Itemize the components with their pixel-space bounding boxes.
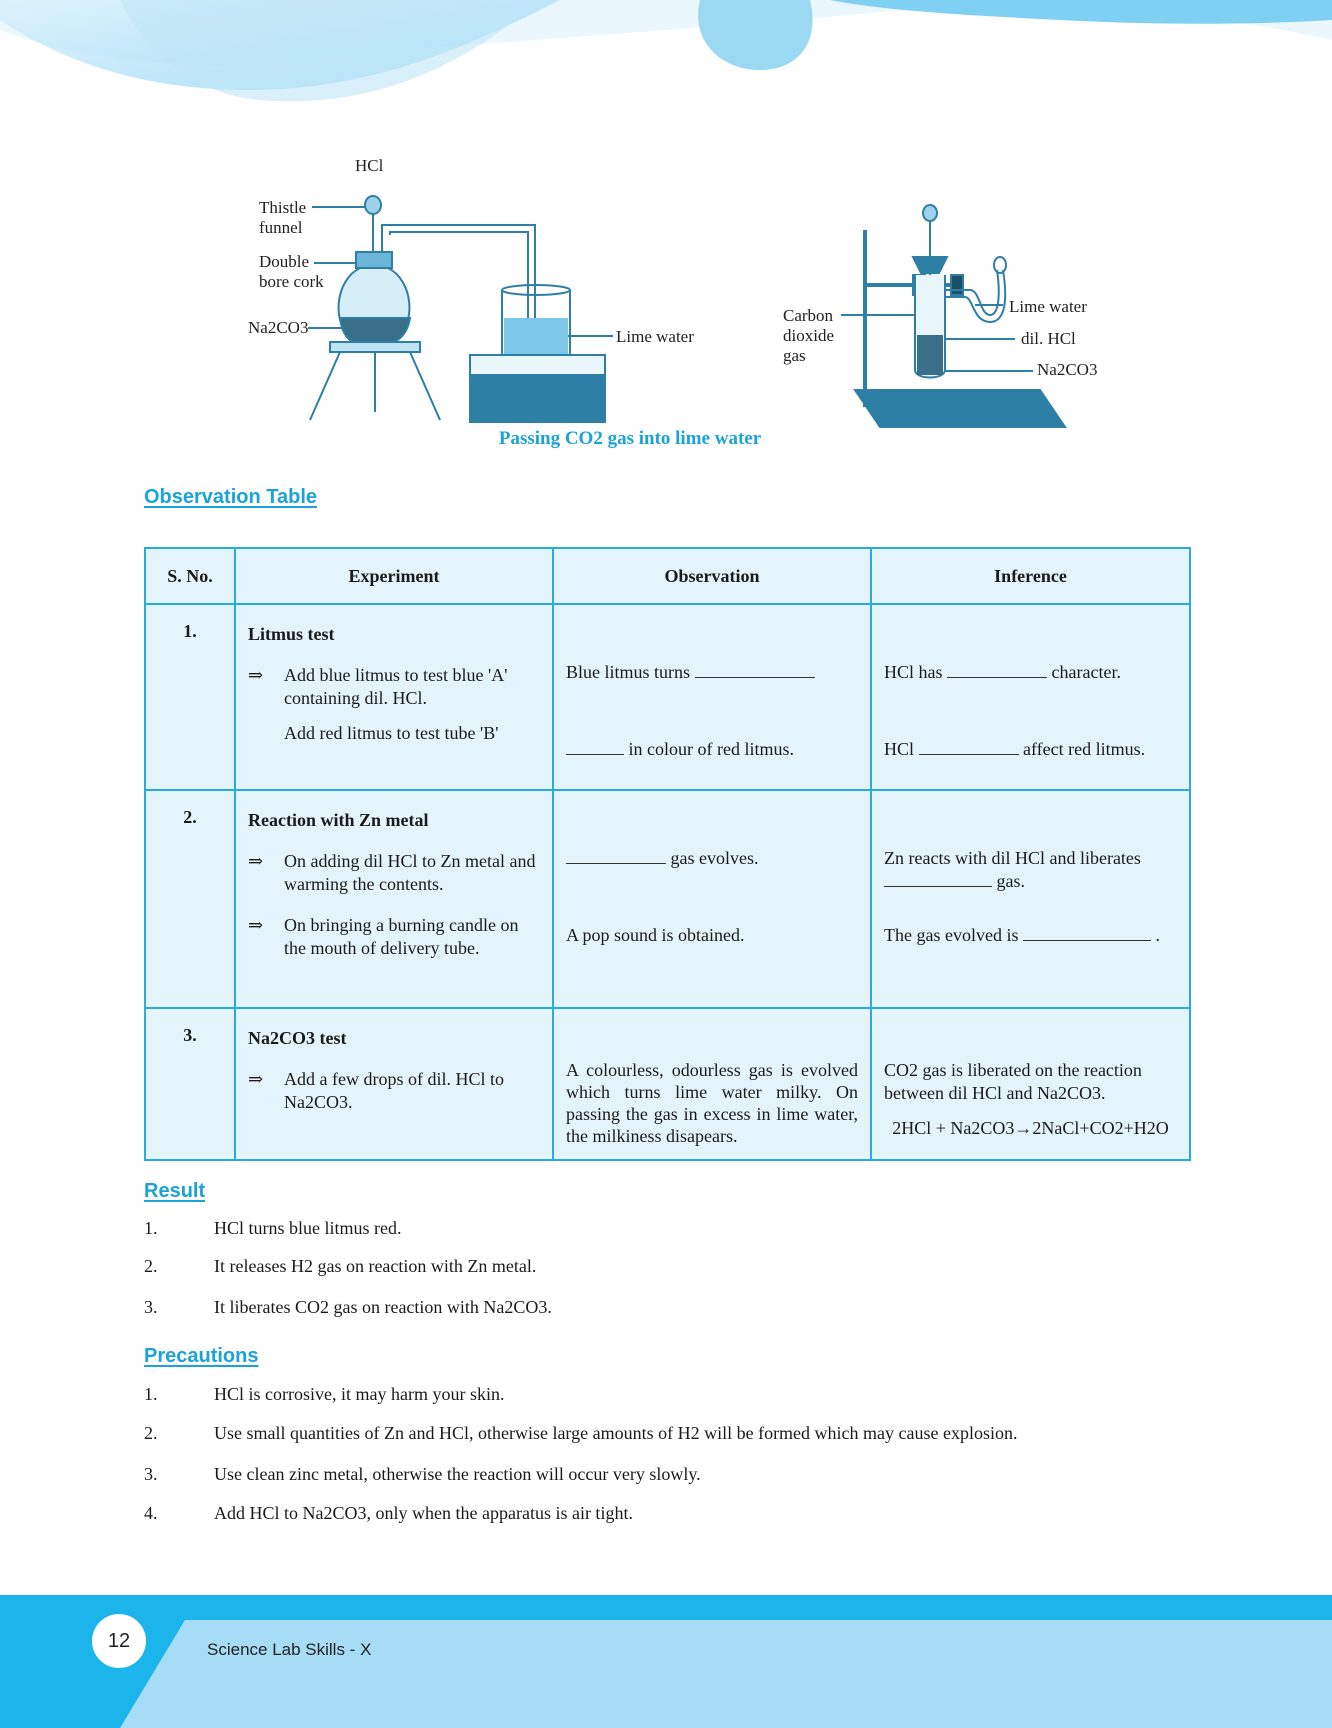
row-experiment	[235, 604, 553, 790]
observation-table	[144, 547, 1191, 1161]
figure-caption	[440, 428, 820, 450]
header-observation: Observation	[553, 548, 871, 604]
experiment-title: Litmus test	[248, 624, 335, 644]
row-inference	[871, 790, 1190, 1008]
apparatus-right-figure	[775, 195, 1105, 435]
right-apparatus-drawing	[841, 205, 1065, 427]
label-gas: gas	[783, 346, 806, 365]
precautions-heading: Precautions	[144, 1345, 259, 1367]
row-sno: 2.	[145, 790, 235, 1008]
header-wave-decoration	[0, 0, 1332, 130]
inference-line: CO2 gas is liberated on the reaction between dil HCl and Na2CO3.	[884, 1060, 1142, 1103]
footer-panel	[0, 1620, 1332, 1728]
fill-blank	[1023, 924, 1151, 941]
inference-line: HCl has character.	[884, 662, 1121, 682]
step-text: Add blue litmus to test blue 'A' containing dil. HCl.	[284, 665, 508, 708]
row-observation	[553, 604, 871, 790]
fill-blank	[566, 738, 624, 755]
label-cork-1: Double	[259, 252, 310, 271]
row-sno: 1.	[145, 604, 235, 790]
label-na2co3-right: Na2CO3	[1037, 360, 1098, 379]
page-number: 12	[92, 1614, 146, 1668]
observation-line: in colour of red litmus.	[566, 738, 858, 761]
label-lime-water: Lime water	[616, 327, 694, 346]
step-text: On bringing a burning candle on the mouth of delivery tube.	[284, 915, 519, 958]
arrow-icon: ⇒	[248, 851, 264, 871]
step-text: Add a few drops of dil. HCl to Na2CO3.	[284, 1069, 504, 1112]
arrow-icon: ⇒	[248, 1069, 264, 1089]
table-row	[145, 790, 1190, 1008]
table-row	[145, 604, 1190, 790]
row-experiment	[235, 1008, 553, 1160]
label-thistle-1: Thistle	[259, 198, 307, 217]
fill-blank	[947, 661, 1047, 678]
experiment-step	[248, 664, 540, 710]
fill-blank	[566, 847, 666, 864]
observation-line: A pop sound is obtained.	[566, 925, 745, 945]
header-sno: S. No.	[145, 548, 235, 604]
label-carbon: Carbon	[783, 306, 834, 325]
row-inference	[871, 1008, 1190, 1160]
caption-text: Passing CO2 gas into lime water	[498, 428, 762, 449]
fill-blank	[919, 738, 1019, 755]
row-experiment	[235, 790, 553, 1008]
apparatus-left-figure	[230, 150, 710, 430]
label-na2co3: Na2CO3	[248, 318, 309, 337]
inference-line: HCl affect red litmus.	[884, 739, 1146, 759]
label-lime-water-right: Lime water	[1009, 297, 1087, 316]
table-header-row	[145, 548, 1190, 604]
row-sno: 3.	[145, 1008, 235, 1160]
experiment-step	[248, 850, 540, 896]
step-text: On adding dil HCl to Zn metal and warming the contents.	[284, 851, 536, 894]
fill-blank	[695, 661, 815, 678]
step-text: Add red litmus to test tube 'B'	[284, 723, 499, 743]
label-dioxide: dioxide	[783, 326, 834, 345]
fill-blank	[884, 870, 992, 887]
experiment-step	[248, 1068, 540, 1114]
observation-line: Blue litmus turns	[566, 661, 858, 684]
result-heading: Result	[144, 1180, 206, 1202]
label-dil-hcl: dil. HCl	[1021, 329, 1076, 348]
header-experiment: Experiment	[235, 548, 553, 604]
inference-line: Zn reacts with dil HCl and liberates gas.	[884, 848, 1141, 891]
experiment-step	[248, 914, 540, 960]
inference-line: The gas evolved is .	[884, 925, 1160, 945]
arrow-slot	[248, 722, 284, 745]
row-inference	[871, 604, 1190, 790]
table-row	[145, 1008, 1190, 1160]
left-apparatus-drawing	[308, 196, 613, 422]
observation-line: gas evolves.	[566, 847, 858, 870]
observation-table-heading: Observation Table	[144, 486, 318, 508]
row-observation	[553, 790, 871, 1008]
experiment-step	[248, 722, 540, 745]
left-labels	[248, 156, 694, 346]
experiment-title: Reaction with Zn metal	[248, 810, 429, 830]
label-cork-2: bore cork	[259, 272, 324, 291]
label-hcl: HCl	[355, 156, 384, 175]
label-thistle-2: funnel	[259, 218, 303, 237]
book-title: Science Lab Skills - X	[207, 1640, 372, 1659]
arrow-icon: ⇒	[248, 665, 264, 685]
row-observation	[553, 1008, 871, 1160]
equation: 2HCl + Na2CO3→2NaCl+CO2+H2O	[892, 1118, 1169, 1138]
header-inference: Inference	[871, 548, 1190, 604]
observation-line: A colourless, odourless gas is evolved which turns lime water milky. On passing the gas in excess in lime water, the milkiness disapears.	[566, 1060, 858, 1146]
experiment-title: Na2CO3 test	[248, 1028, 347, 1048]
arrow-icon: ⇒	[248, 915, 264, 935]
